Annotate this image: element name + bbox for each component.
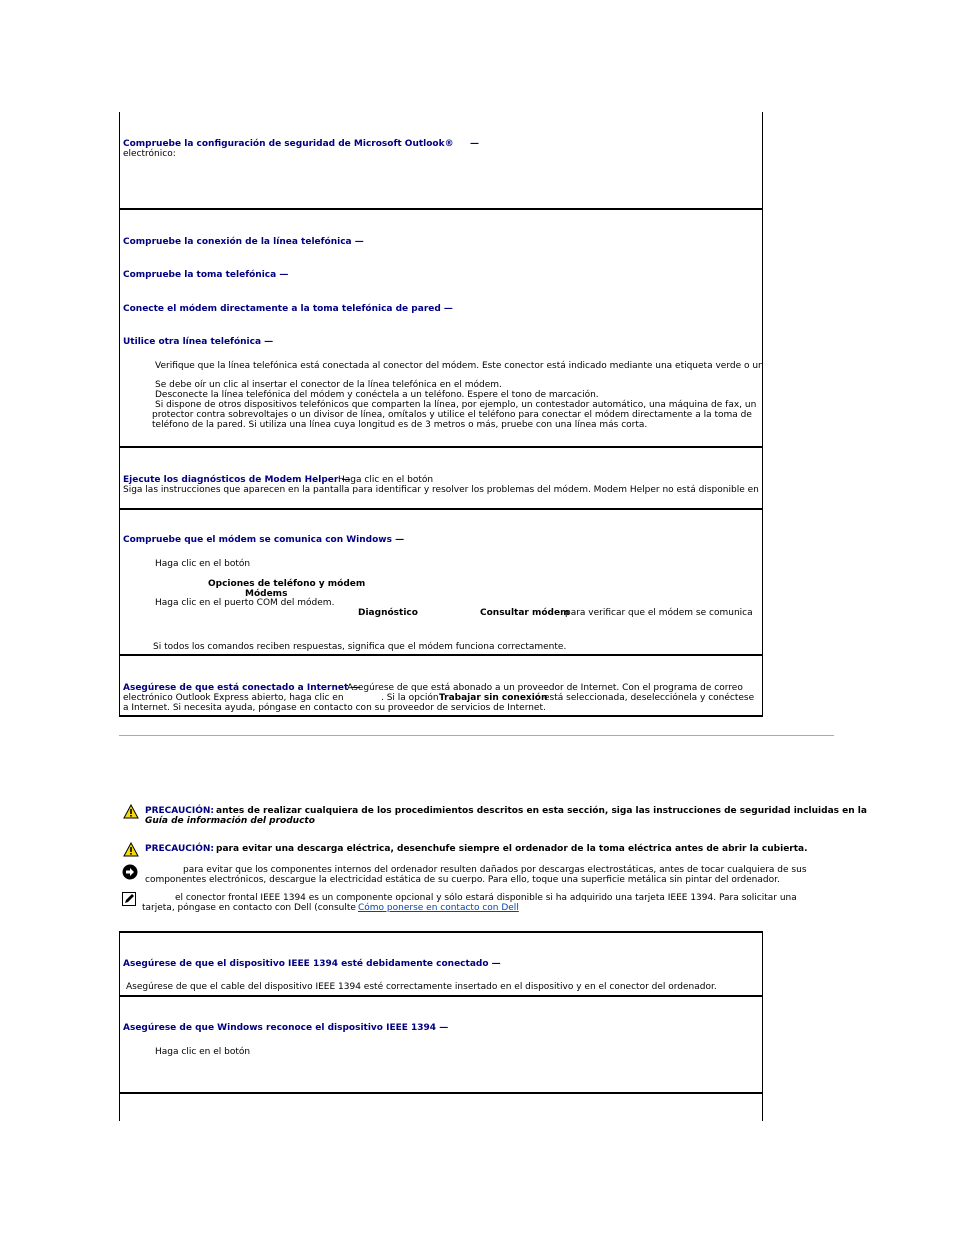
modem-windows-step-2: Haga clic en el puerto COM del módem.: [155, 598, 335, 608]
phone-step-1: Verifique que la línea telefónica está conectada al conector del módem. Este conector está indicado mediante una etiqueta verde o un: [155, 361, 764, 371]
product-info-guide: Guía de información del producto: [145, 816, 315, 826]
note-icon: [122, 892, 136, 906]
ieee-connected-heading: Asegúrese de que el dispositivo IEEE 1394 esté debidamente conectado —: [123, 959, 501, 969]
modem-windows-heading: Compruebe que el módem se comunica con Windows —: [123, 535, 405, 545]
warning-icon: [123, 804, 139, 819]
caution-label: PRECAUCIÓN:: [145, 844, 215, 854]
note-text-1: el conector frontal IEEE 1394 es un componente opcional y sólo estará disponible si ha adquirido una tarjeta IEEE 1394. Para solicitar una: [175, 893, 797, 903]
check-phone-jack-heading: Compruebe la toma telefónica —: [123, 270, 289, 280]
ieee-connected-text: Asegúrese de que el cable del dispositivo IEEE 1394 esté correctamente insertado en el dispositivo y en el conector del ordenador.: [126, 982, 717, 992]
modem-helper-text-2: Siga las instrucciones que aparecen en la pantalla para identificar y resolver los problemas del módem. Modem Helper no está disponible en: [123, 485, 759, 495]
caution-text: para evitar una descarga eléctrica, desenchufe siempre el ordenador de la toma eléctrica antes de abrir la cubierta.: [216, 844, 808, 854]
heading-dash: —: [470, 139, 479, 149]
notice-text-2: componentes electrónicos, descargue la electricidad estática de su cuerpo. Para ello, toque una superficie metálica sin pintar del ordenador.: [145, 875, 780, 885]
connect-direct-heading: Conecte el módem directamente a la toma telefónica de pared —: [123, 304, 453, 314]
row-divider: [119, 995, 763, 997]
modems-tab-label: Módems: [245, 589, 288, 599]
query-modem-label: Consultar módem: [480, 608, 570, 618]
internet-text-2a: electrónico Outlook Express abierto, haga clic en: [123, 693, 344, 703]
caution-text: antes de realizar cualquiera de los procedimientos descritos en esta sección, siga las instrucciones de seguridad incluidas en la: [216, 806, 867, 816]
phone-step-4: Si dispone de otros dispositivos telefónicos que comparten la línea, por ejemplo, un contestador automático, una máquina de fax, un: [155, 400, 757, 410]
check-phone-line-heading: Compruebe la conexión de la línea telefónica —: [123, 237, 364, 247]
internet-text-2b: . Si la opción: [381, 693, 439, 703]
caution-label: PRECAUCIÓN:: [145, 806, 215, 816]
phone-step-2: Se debe oír un clic al insertar el conector de la línea telefónica en el módem.: [155, 380, 502, 390]
row-divider: [119, 208, 763, 210]
internet-text-2d: está seleccionada, deselecciónela y conéctese: [544, 693, 755, 703]
table-right-border: [762, 112, 763, 717]
notice-icon: [122, 864, 138, 880]
table-left-border: [119, 112, 120, 717]
phone-modem-options-label: Opciones de teléfono y módem: [208, 579, 366, 589]
modem-helper-heading: Ejecute los diagnósticos de Modem Helper —: [123, 475, 351, 485]
ieee-windows-step-1: Haga clic en el botón: [155, 1047, 251, 1057]
warning-icon: [123, 842, 139, 857]
internet-heading: Asegúrese de que está conectado a Internet —: [123, 683, 361, 693]
notice-text-1: para evitar que los componentes internos del ordenador resulten dañados por descargas electrostáticas, antes de tocar cualquiera de sus: [183, 865, 807, 875]
row-divider: [119, 508, 763, 510]
outlook-text: electrónico:: [123, 149, 176, 159]
modem-windows-step-1: Haga clic en el botón: [155, 559, 251, 569]
internet-text-1: Asegúrese de que está abonado a un proveedor de Internet. Con el programa de correo: [347, 683, 743, 693]
phone-step-4b: protector contra sobrevoltajes o un divisor de línea, omítalos y utilice el teléfono para conectar el módem directamente a la toma de: [152, 410, 752, 420]
modem-helper-text: Haga clic en el botón: [338, 475, 434, 485]
note-text-2: tarjeta, póngase en contacto con Dell (consulte: [142, 903, 356, 913]
contact-dell-link[interactable]: Cómo ponerse en contacto con Dell: [358, 903, 519, 913]
row-divider: [119, 654, 763, 656]
diagnostics-tab-label: Diagnóstico: [358, 608, 418, 618]
other-line-heading: Utilice otra línea telefónica —: [123, 337, 274, 347]
section-divider: [119, 735, 834, 736]
ieee-windows-heading: Asegúrese de que Windows reconoce el dispositivo IEEE 1394 —: [123, 1023, 449, 1033]
row-divider: [119, 446, 763, 448]
row-divider: [119, 1092, 763, 1094]
query-modem-text: para verificar que el módem se comunica: [565, 608, 753, 618]
row-divider: [119, 715, 763, 717]
phone-step-4c: teléfono de la pared. Si utiliza una línea cuya longitud es de 3 metros o más, pruebe con una línea más corta.: [152, 420, 648, 430]
work-offline-label: Trabajar sin conexión: [439, 693, 548, 703]
row-divider: [119, 931, 763, 933]
phone-step-3: Desconecte la línea telefónica del módem y conéctela a un teléfono. Espere el tono de marcación.: [155, 390, 599, 400]
internet-text-3: a Internet. Si necesita ayuda, póngase en contacto con su proveedor de servicios de Internet.: [123, 703, 546, 713]
outlook-security-heading: Compruebe la configuración de seguridad de Microsoft Outlook®: [123, 139, 454, 149]
modem-windows-result: Si todos los comandos reciben respuestas, significa que el módem funciona correctamente.: [153, 642, 567, 652]
